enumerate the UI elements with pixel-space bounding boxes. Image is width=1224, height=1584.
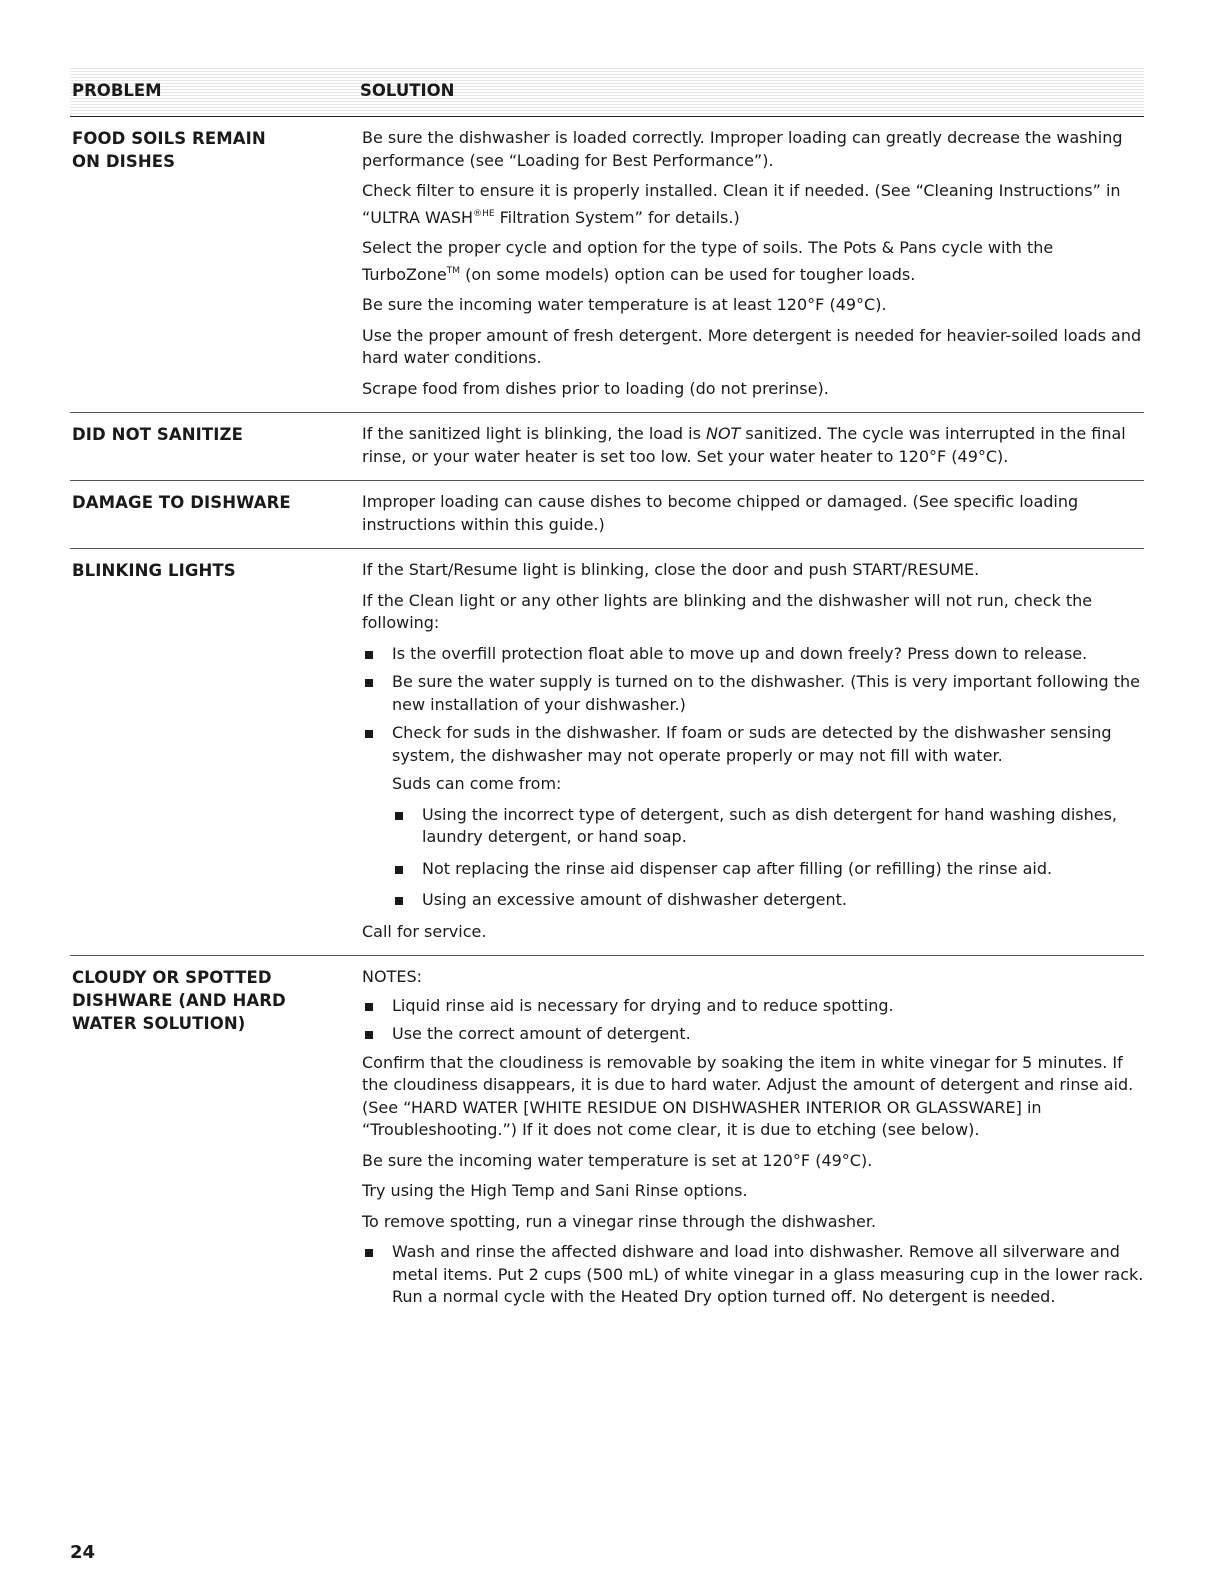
- solution-text: Be sure the incoming water temperature is set at 120°F (49°C).: [362, 1150, 873, 1170]
- bullet-item: Using the incorrect type of detergent, such as dish detergent for hand washing dishes, laundry detergent, or hand soap.: [392, 804, 1144, 849]
- table-row: [70, 117, 1144, 413]
- table-row: [70, 956, 1144, 1323]
- solution-text: Be sure the incoming water temperature is at least 120°F (49°C).: [362, 295, 887, 314]
- notes-label: NOTES:: [362, 967, 422, 986]
- bullet-item: Wash and rinse the affected dishware and load into dishwasher. Remove all silverware and metal items. Put 2 cups (500 mL) of white vinegar in a glass measuring cup in the lower rack. Run a normal cycle with the Heated Dry option turned off. No detergent is needed.: [362, 1241, 1144, 1309]
- problem-label: BLINKING LIGHTS: [72, 561, 236, 580]
- bullet-square-icon: [365, 1003, 373, 1011]
- bullet-item: Use the correct amount of detergent.: [362, 1023, 1144, 1046]
- bullet-square-icon: [365, 1249, 373, 1257]
- bullet-item: Check for suds in the dishwasher. If foam or suds are detected by the dishwasher sensing system, the dishwasher may not operate properly or may not fill with water.: [362, 722, 1144, 767]
- solution-cell: [362, 966, 1144, 1315]
- bullet-square-icon: [395, 812, 403, 820]
- bullet-square-icon: [365, 730, 373, 738]
- bullet-square-icon: [395, 897, 403, 905]
- table-row: [70, 549, 1144, 956]
- solution-text: Improper loading can cause dishes to become chipped or damaged. (See specific loading instructions within this guide.): [362, 492, 1079, 534]
- solution-text: If the sanitized light is blinking, the load is NOT sanitized. The cycle was interrupted in the final rinse, or your water heater is set too low. Set your water heater to 120°F (49°C).: [362, 424, 1126, 466]
- troubleshooting-table: [70, 68, 1144, 1323]
- table-row: [70, 413, 1144, 481]
- bullet-square-icon: [395, 866, 403, 874]
- bullet-item: Be sure the water supply is turned on to the dishwasher. (This is very important following the new installation of your dishwasher.): [362, 671, 1144, 716]
- solution-text: Scrape food from dishes prior to loading (do not prerinse).: [362, 378, 829, 398]
- bullet-square-icon: [365, 651, 373, 659]
- header-solution: SOLUTION: [360, 81, 455, 100]
- bullet-item: Not replacing the rinse aid dispenser cap after filling (or refilling) the rinse aid.: [392, 858, 1144, 881]
- solution-text: Check filter to ensure it is properly installed. Clean it if needed. (See “Cleaning Instructions” in “ULTRA $WASH^{®HE}$ Filtration System” for details.): [362, 181, 1121, 227]
- problem-label: DAMAGE TO DISHWARE: [72, 493, 291, 512]
- solution-text: Be sure the dishwasher is loaded correctly. Improper loading can greatly decrease the washing performance (see “Loading for Best Performance”).: [362, 128, 1123, 170]
- bullet-item: Liquid rinse aid is necessary for drying and to reduce spotting.: [362, 995, 1144, 1018]
- solution-text: If the Clean light or any other lights are blinking and the dishwasher will not run, check the following:: [362, 590, 1093, 632]
- problem-label: DID NOT SANITIZE: [72, 425, 243, 444]
- solution-cell: [362, 559, 1144, 947]
- bullet-square-icon: [365, 1031, 373, 1039]
- header-problem: PROBLEM: [72, 81, 162, 100]
- solution-text: To remove spotting, run a vinegar rinse through the dishwasher.: [362, 1211, 877, 1231]
- page-number: 24: [70, 1542, 96, 1563]
- solution-cell: [362, 423, 1144, 472]
- suds-sublist: [362, 773, 1144, 912]
- solution-cell: [362, 491, 1144, 540]
- bullet-item: Is the overfill protection float able to move up and down freely? Press down to release.: [362, 643, 1144, 666]
- solution-text: Try using the High Temp and Sani Rinse options.: [362, 1181, 748, 1200]
- solution-cell: [362, 127, 1144, 404]
- table-header: [70, 68, 1144, 117]
- solution-text: Call for service.: [362, 921, 487, 941]
- bullet-square-icon: [365, 679, 373, 687]
- solution-text: Confirm that the cloudiness is removable by soaking the item in white vinegar for 5 minutes. If the cloudiness disappears, it is due to hard water. Adjust the amount of detergent and rinse aid. (See “HARD WATER [WHITE RESIDUE ON DISHWASHER INTERIOR OR GLASSWARE] in “Troubleshooting.”) If it does not come clear, it is due to etching (see below).: [362, 1052, 1134, 1139]
- problem-label: CLOUDY OR SPOTTED DISHWARE (AND HARD WATER SOLUTION): [72, 968, 286, 1033]
- solution-text: If the Start/Resume light is blinking, close the door and push START/RESUME.: [362, 560, 980, 579]
- bullet-item: Using an excessive amount of dishwasher detergent.: [392, 889, 1144, 912]
- problem-label: FOOD SOILS REMAIN ON DISHES: [72, 129, 266, 171]
- solution-text: Suds can come from:: [392, 774, 562, 793]
- table-row: [70, 481, 1144, 549]
- solution-text: Select the proper cycle and option for the type of soils. The Pots & Pans cycle with the TurboZone™ (on some models) option can be used for tougher loads.: [362, 238, 1054, 284]
- solution-text: Use the proper amount of fresh detergent. More detergent is needed for heavier-soiled loads and hard water conditions.: [362, 325, 1142, 367]
